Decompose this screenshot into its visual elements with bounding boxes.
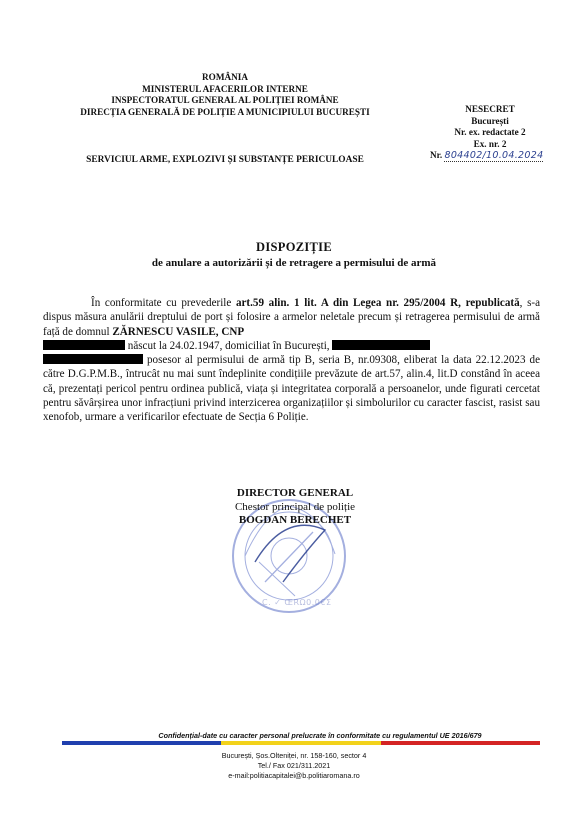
- registration-value: 804402/10.04.2024: [444, 150, 544, 161]
- footer-email: e-mail:politiacapitalei@b.politiaromana.ro: [228, 771, 360, 780]
- copy-number: Ex. nr. 2: [473, 138, 507, 149]
- handwritten-signature: [255, 525, 325, 582]
- person-name: ZĂRNESCU VASILE, CNP: [112, 325, 245, 338]
- footer-address: București, Șos.Olteniței, nr. 158-160, sector 4: [221, 751, 367, 760]
- classification-block: [430, 104, 550, 162]
- directorate-name: DIRECȚIA GENERALĂ DE POLIȚIE A MUNICIPIULUI BUCUREȘTI: [80, 106, 370, 117]
- country-name: ROMÂNIA: [202, 72, 248, 82]
- signature-block: [200, 487, 390, 528]
- body-text: născut la 24.02.1947, domiciliat în București,: [125, 339, 333, 352]
- redaction-address: [332, 340, 430, 350]
- body-text: În conformitate cu prevederile: [91, 297, 236, 309]
- ministry-name: MINISTERUL AFACERILOR INTERNE: [142, 83, 308, 94]
- registration-label: Nr.: [430, 150, 443, 160]
- faded-stamp-mark: C. ✓ ŒRΩ0.0€Σ: [262, 598, 332, 607]
- institution-header: [60, 72, 390, 118]
- document-body: [43, 296, 540, 425]
- classification-status: NESECRET: [465, 104, 515, 114]
- legal-reference: art.59 alin. 1 lit. A din Legea nr. 295/2004 R, republicată: [235, 297, 520, 309]
- inspectorate-name: INSPECTORATUL GENERAL AL POLIȚIEI ROMÂNE: [111, 95, 339, 105]
- body-text: posesor al permisului de armă tip B, seria B, nr.09308, eliberat la data 22.12.2023 de către D.G.P.M.B., întrucât nu mai sunt îndeplinite condițiile prevăzute de art.57, alin.4, lit.D constând în aceea că, prezentați pericol pentru ordinea publică, viața și integritatea corporală a persoanelor, unde figurati cercetat pentru săvârșirea unor infracțiuni privind interzicerea organizațiilor și simbolurilor cu caracter fascist, rasist sau xenofob, urmare a verificarilor efectuate de Secția 6 Poliție.: [43, 354, 540, 424]
- redaction-address-2: [43, 354, 143, 364]
- body-paragraph: [43, 296, 540, 425]
- service-name: SERVICIUL ARME, EXPLOZIVI ȘI SUBSTANȚE PERICULOASE: [86, 155, 364, 165]
- copies-count: Nr. ex. redactate 2: [454, 127, 526, 137]
- registration-number: [430, 150, 550, 162]
- footer-phone: Tel./ Fax 021/311.2021: [257, 761, 331, 770]
- document-subtitle: de anulare a autorizării și de retragere a permisului de armă: [151, 257, 437, 269]
- document-title: DISPOZIȚIE: [256, 240, 332, 254]
- signatory-name: BOGDAN BERECHET: [238, 514, 352, 526]
- redaction-cnp: [43, 340, 125, 350]
- signatory-rank: Chestor principal de poliție: [234, 500, 356, 513]
- body-text: , s-a dispus măsura anulării dreptului de port și folosire a armelor neletale precum și retragerea permisului de armă față de domnul: [43, 297, 541, 338]
- confidentiality-note: Confidențial-date cu caracter personal prelucrate în conformitate cu regulamentul UE 2016/679: [158, 731, 482, 740]
- signatory-role: DIRECTOR GENERAL: [236, 487, 354, 499]
- flag-stripe: [62, 741, 540, 745]
- classification-city: București: [471, 115, 509, 126]
- footer-contact: [0, 751, 588, 781]
